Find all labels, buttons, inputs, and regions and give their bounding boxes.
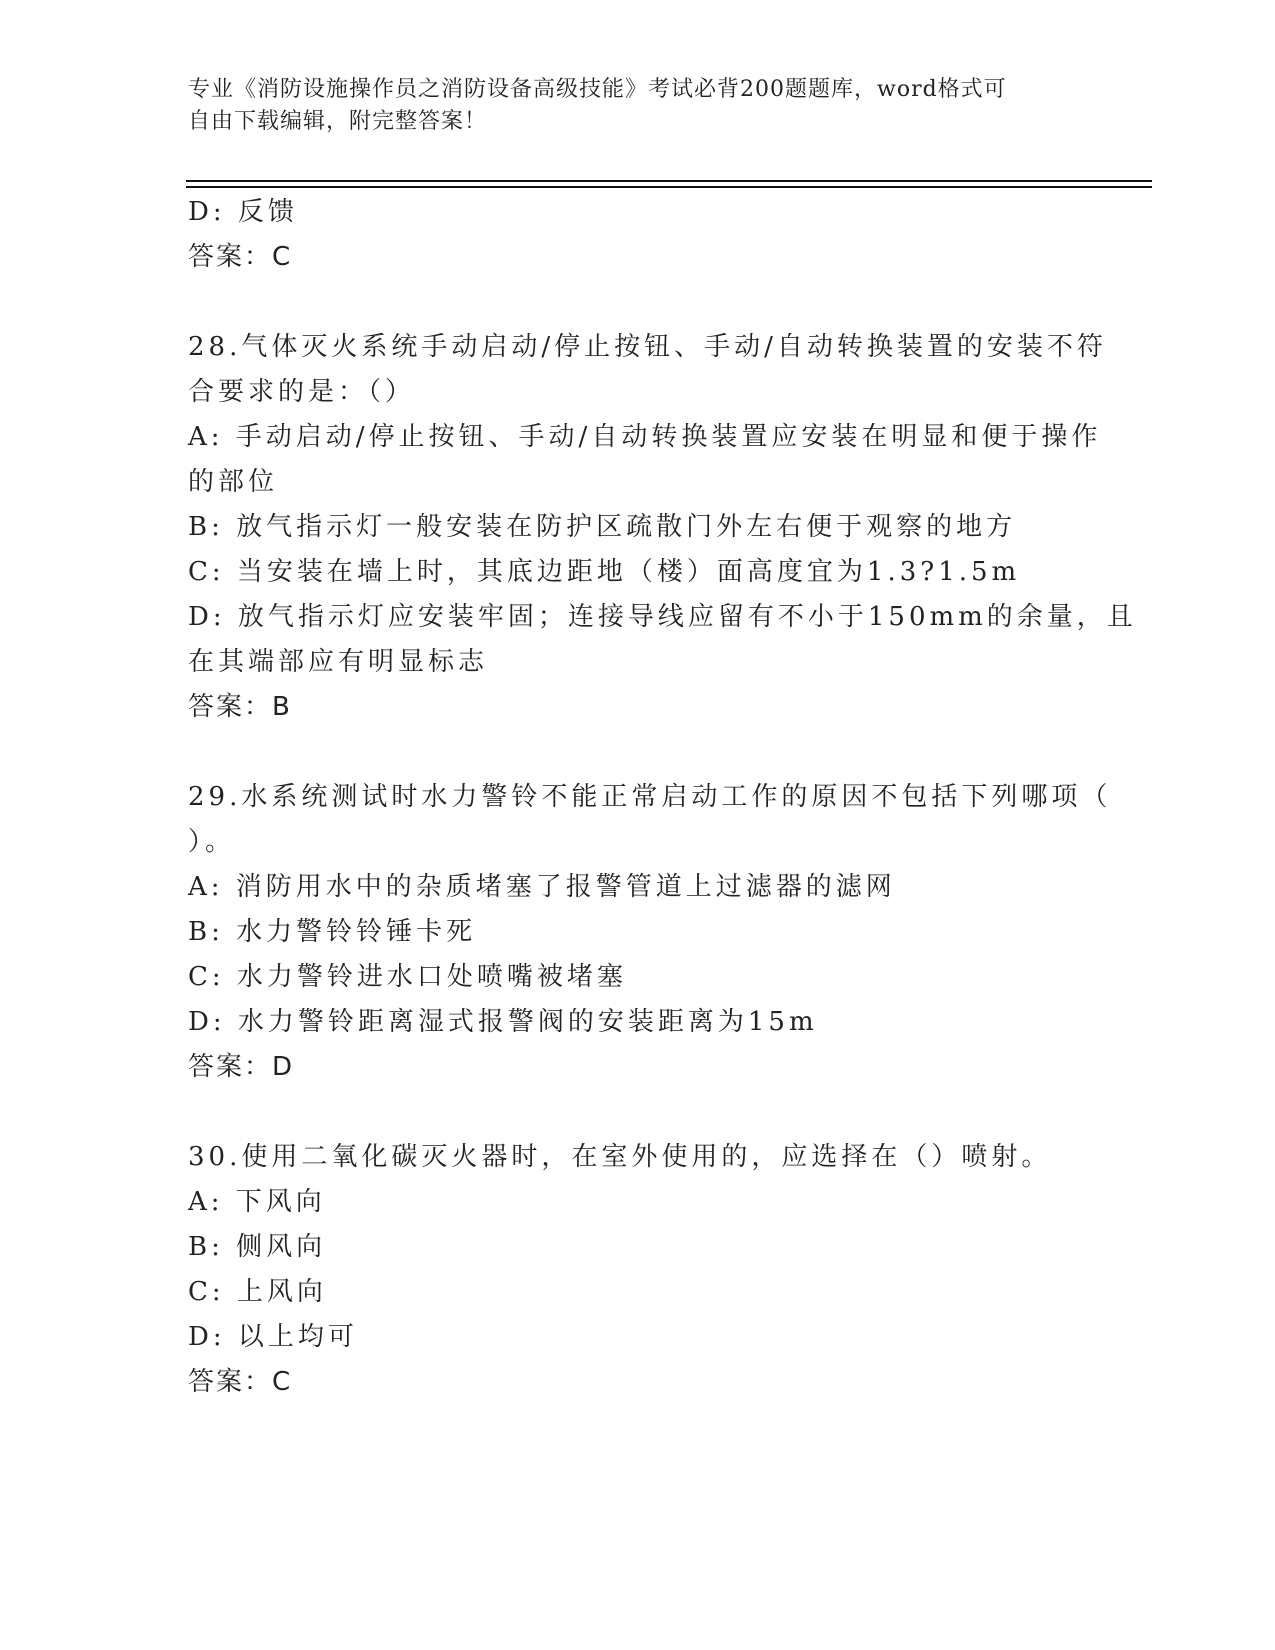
answer-line: 答案：C	[188, 242, 293, 272]
option-d: D: 反馈	[188, 197, 298, 227]
option-d: D: 以上均可	[188, 1322, 358, 1352]
previous-question-tail	[188, 190, 1078, 280]
spacer	[188, 280, 1078, 325]
question-stem-line: 30.使用二氧化碳灭火器时，在室外使用的，应选择在（）喷射。	[188, 1142, 1052, 1172]
header-line-1: 专业《消防设施操作员之消防设备高级技能》考试必背200题题库，word格式可	[188, 77, 1007, 102]
option-b: B: 水力警铃铃锤卡死	[188, 917, 477, 947]
option-a: A: 下风向	[188, 1187, 326, 1217]
question-28	[188, 325, 1137, 730]
header-divider-bottom	[186, 186, 1152, 188]
page-header	[188, 74, 1068, 138]
option-c: C: 水力警铃进水口处喷嘴被堵塞	[188, 962, 627, 992]
option-a: A: 手动启动/停止按钮、手动/自动转换装置应安装在明显和便于操作	[188, 422, 1102, 452]
option-d: D: 水力警铃距离湿式报警阀的安装距离为15m	[188, 1007, 818, 1037]
option-d-continued: 在其端部应有明显标志	[188, 647, 489, 677]
header-line-2: 自由下载编辑，附完整答案！	[188, 109, 488, 134]
option-d: D: 放气指示灯应安装牢固；连接导线应留有不小于150mm的余量，且	[188, 602, 1137, 632]
answer-line: 答案：B	[188, 692, 292, 722]
option-b: B: 放气指示灯一般安装在防护区疏散门外左右便于观察的地方	[188, 512, 1017, 542]
answer-line: 答案：C	[188, 1367, 293, 1397]
question-stem-line: 29.水系统测试时水力警铃不能正常启动工作的原因不包括下列哪项（	[188, 782, 1112, 812]
option-b: B: 侧风向	[188, 1232, 327, 1262]
question-content	[188, 190, 1137, 1405]
question-stem-line: 28.气体灭火系统手动启动/停止按钮、手动/自动转换装置的安装不符	[188, 332, 1107, 362]
question-30	[188, 1135, 1078, 1405]
header-divider-top	[186, 180, 1152, 182]
option-a: A: 消防用水中的杂质堵塞了报警管道上过滤器的滤网	[188, 872, 896, 902]
option-c: C: 上风向	[188, 1277, 327, 1307]
question-stem-line: 合要求的是：（）	[188, 377, 416, 407]
answer-line: 答案：D	[188, 1052, 295, 1082]
spacer	[188, 1090, 1078, 1135]
question-stem-line: ）。	[188, 827, 236, 857]
option-a-continued: 的部位	[188, 467, 279, 497]
spacer	[188, 730, 1078, 775]
option-c: C: 当安装在墙上时，其底边距地（楼）面高度宜为1.3?1.5m	[188, 557, 1021, 587]
question-29	[188, 775, 1112, 1090]
